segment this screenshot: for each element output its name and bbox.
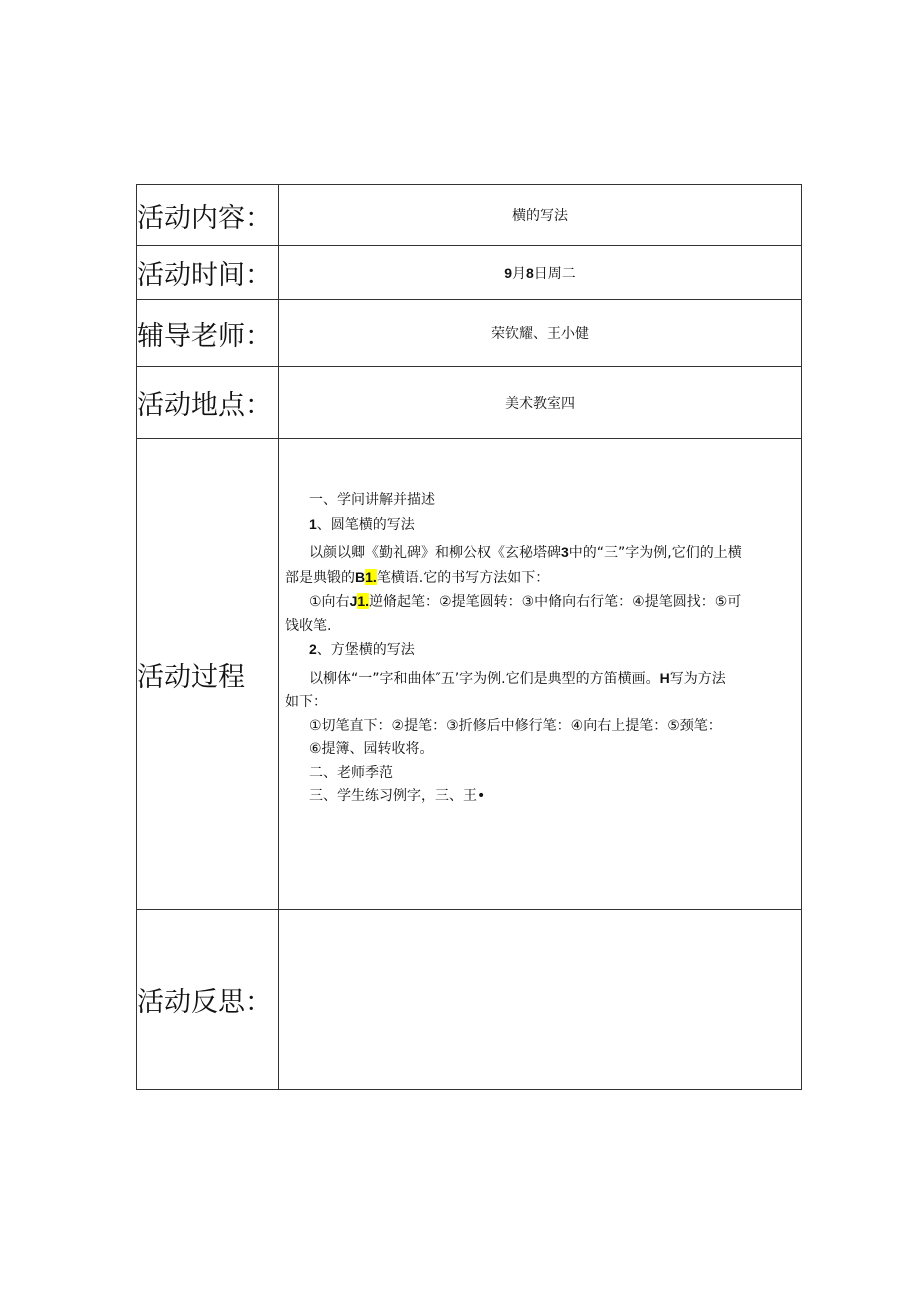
process-line-11: ⑥提簿、园转收将。 (309, 741, 434, 757)
process-line-8-c: 写为方法 (669, 670, 726, 687)
value-teacher: 荣钦耀、王小健 (279, 300, 802, 367)
process-line-8 (285, 667, 797, 692)
process-line-8-b: H (659, 669, 670, 686)
process-line-3 (285, 541, 797, 566)
row-content (137, 185, 802, 246)
row-process (137, 439, 802, 910)
row-teacher (137, 300, 802, 367)
label-time: 活动时间： (137, 246, 279, 300)
value-content: 横的写法 (279, 185, 802, 246)
time-day-weekday: 日周二 (533, 265, 576, 282)
process-line-5-highlight: 1. (357, 593, 370, 609)
process-line-3-b: 3 (561, 544, 569, 560)
process-line-3-c: 中的“三”字为例,它们的上横 (568, 545, 742, 561)
label-reflection: 活动反思： (137, 910, 279, 1090)
process-line-4-a: 部是典锻的 (285, 569, 355, 586)
time-month-char: 月 (512, 265, 526, 282)
process-line-4-b: B (355, 568, 366, 585)
process-line-4 (285, 566, 797, 591)
process-line-6: 饯收笔. (285, 617, 332, 634)
process-content (279, 439, 802, 910)
process-line-7 (285, 638, 797, 663)
process-line-4-highlight: 1. (365, 568, 377, 585)
value-reflection (279, 910, 802, 1090)
process-line-5 (285, 590, 797, 615)
time-month-number: 9 (504, 264, 512, 281)
label-place: 活动地点： (137, 367, 279, 439)
process-line-12: 二、老师季范 (309, 764, 393, 781)
value-time (279, 246, 802, 300)
process-line-5-a: ①向右 (309, 594, 350, 610)
process-line-2-text: 、圆笔横的写法 (316, 516, 415, 533)
process-line-7-num: 2 (309, 641, 317, 657)
label-teacher: 辅导老师： (137, 300, 279, 367)
row-reflection (137, 910, 802, 1090)
process-line-7-text: 、方堡横的写法 (316, 642, 415, 658)
row-place (137, 367, 802, 439)
process-line-1: 一、学问讲解并描述 (309, 492, 435, 508)
process-line-8-a: 以柳体“一”字和曲体″五’字为例.它们是典型的方笛横画。 (309, 670, 660, 687)
process-line-2-num: 1 (309, 515, 317, 532)
time-day-number: 8 (526, 264, 534, 281)
process-line-3-a: 以颜以卿《勤礼碑》和柳公权《玄秘塔碑 (309, 545, 561, 561)
label-process: 活动过程 (137, 439, 279, 910)
label-content: 活动内容： (137, 185, 279, 246)
process-line-9: 如下： (285, 694, 327, 710)
row-time (137, 246, 802, 300)
process-line-5-c: 逆脩起笔：②提笔圆转：③中脩向右行笔：④提笔圆找：⑤可 (369, 594, 742, 610)
value-place: 美术教室四 (279, 367, 802, 439)
process-line-10: ①切笔直下：②提笔：③折修后中修行笔：④向右上提笔：⑤颈笔： (309, 717, 722, 734)
process-line-5-b: J (349, 593, 358, 609)
process-line-4-c: 笔横语.它的书写方法如下： (376, 569, 550, 586)
activity-form-table (136, 184, 802, 1090)
process-line-13: 三、学生练习例字，三、王• (309, 788, 486, 804)
process-line-2 (285, 513, 797, 538)
